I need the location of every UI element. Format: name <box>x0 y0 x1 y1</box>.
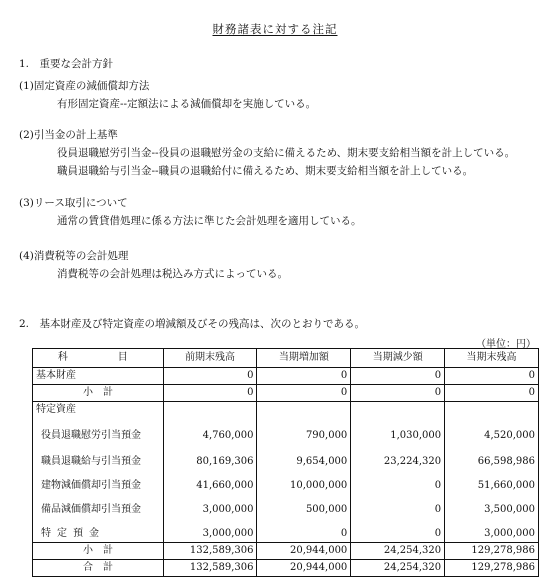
cell-value: 0 <box>257 385 351 402</box>
table-row <box>33 526 539 543</box>
cell-value: 24,254,320 <box>351 560 445 577</box>
row-label: 役員退職慰労引当預金 <box>33 426 164 446</box>
cell-value: 1,030,000 <box>351 426 445 446</box>
cell-value: 23,224,320 <box>351 454 445 470</box>
header-cell: 当期減少額 <box>351 349 445 368</box>
cell-value: 4,520,000 <box>445 426 539 446</box>
table-row <box>33 368 539 385</box>
cell-value: 3,000,000 <box>445 526 539 543</box>
note-heading-2: (2)引当金の計上基準 <box>19 129 118 141</box>
cell-value: 0 <box>351 478 445 494</box>
cell-value: 500,000 <box>257 502 351 518</box>
document-title: 財務諸表に対する注記 <box>212 22 338 36</box>
note-line-4-1: 消費税等の会計処理は税込み方式によっている。 <box>57 268 288 280</box>
row-label: 小 計 <box>33 385 164 402</box>
cell-value: 132,589,306 <box>163 560 257 577</box>
row-label: 職員退職給与引当預金 <box>33 454 164 470</box>
note-line-3-1: 通常の賃貸借処理に係る方法に準じた会計処理を適用している。 <box>57 215 362 227</box>
cell-value: 20,944,000 <box>257 543 351 560</box>
cell-value: 0 <box>257 368 351 385</box>
cell-value: 790,000 <box>257 426 351 446</box>
asset-change-table <box>32 348 539 577</box>
cell-value: 3,500,000 <box>445 502 539 518</box>
cell-value: 0 <box>351 385 445 402</box>
row-label: 特定資産 <box>33 402 164 419</box>
row-label: 特定預金 <box>33 526 164 543</box>
table-row <box>33 543 539 560</box>
row-label: 小 計 <box>33 543 164 560</box>
cell-value: 9,654,000 <box>257 454 351 470</box>
unit-label: （単位：円） <box>476 339 536 350</box>
cell-value: 0 <box>257 526 351 543</box>
section1-heading: 1. 重要な会計方針 <box>19 58 114 70</box>
cell-value: 0 <box>445 385 539 402</box>
table-row <box>33 426 539 446</box>
note-line-2-2: 職員退職給与引当金--職員の退職給付に備えるため、期末要支給相当額を計上している。 <box>57 165 474 177</box>
header-cell: 前期末残高 <box>163 349 257 368</box>
cell-value: 80,169,306 <box>163 454 257 470</box>
note-line-2-1: 役員退職慰労引当金--役員の退職慰労金の支給に備えるため、期末要支給相当額を計上している。 <box>57 147 516 159</box>
row-label: 基本財産 <box>33 368 164 385</box>
row-label: 備品減価償却引当預金 <box>33 502 164 518</box>
table-row <box>33 402 539 419</box>
cell-value: 0 <box>163 368 257 385</box>
cell-value: 0 <box>163 385 257 402</box>
cell-value: 0 <box>351 502 445 518</box>
cell-value: 132,589,306 <box>163 543 257 560</box>
cell-value: 41,660,000 <box>163 478 257 494</box>
cell-value: 51,660,000 <box>445 478 539 494</box>
note-heading-3: (3)リース取引について <box>19 197 128 209</box>
table-row <box>33 502 539 518</box>
cell-value: 4,760,000 <box>163 426 257 446</box>
cell-value: 0 <box>445 368 539 385</box>
note-heading-1: (1)固定資産の減価償却方法 <box>19 80 150 92</box>
row-label: 合 計 <box>33 560 164 577</box>
cell-value: 10,000,000 <box>257 478 351 494</box>
table-row <box>33 385 539 402</box>
row-label: 建物減価償却引当預金 <box>33 478 164 494</box>
cell-value: 66,598,986 <box>445 454 539 470</box>
cell-value: 3,000,000 <box>163 502 257 518</box>
cell-value: 20,944,000 <box>257 560 351 577</box>
cell-value: 129,278,986 <box>445 560 539 577</box>
header-cell: 当期増加額 <box>257 349 351 368</box>
table-header-row <box>33 349 539 368</box>
note-heading-4: (4)消費税等の会計処理 <box>19 250 129 262</box>
cell-value: 3,000,000 <box>163 526 257 543</box>
header-cell: 当期末残高 <box>445 349 539 368</box>
cell-value: 24,254,320 <box>351 543 445 560</box>
cell-value: 0 <box>351 526 445 543</box>
section2-heading: 2. 基本財産及び特定資産の増減額及びその残高は、次のとおりである。 <box>19 318 366 330</box>
table-row <box>33 560 539 577</box>
table-row <box>33 478 539 494</box>
table-row <box>33 454 539 470</box>
header-cell: 科 目 <box>33 349 164 368</box>
cell-value: 0 <box>351 368 445 385</box>
note-line-1-1: 有形固定資産--定額法による減価償却を実施している。 <box>57 98 317 110</box>
cell-value: 129,278,986 <box>445 543 539 560</box>
